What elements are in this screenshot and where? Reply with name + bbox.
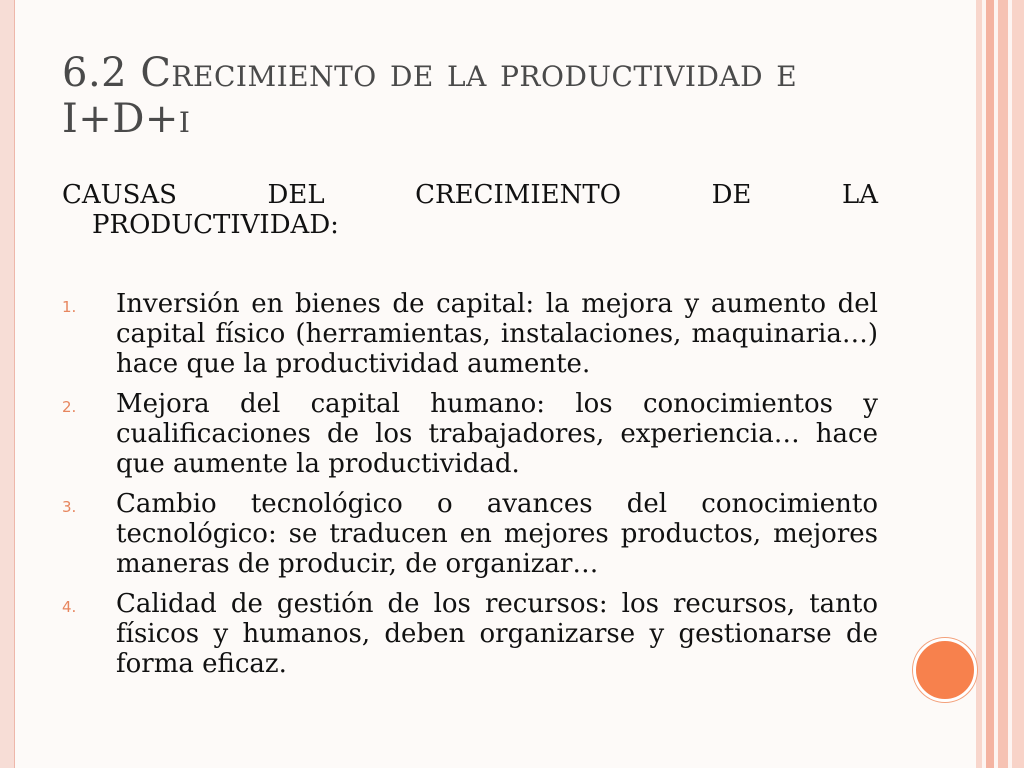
left-border-decoration <box>0 0 15 768</box>
list-item-text: Inversión en bienes de capital: la mejora y aumento del capital físico (herramientas, instalaciones, maquinaria…) hace que la productividad aumente. <box>116 289 878 379</box>
list-item-text: Mejora del capital humano: los conocimientos y cualificaciones de los trabajadores, experiencia… hace que aumente la productividad. <box>116 389 878 479</box>
list-number: 4. <box>62 598 77 616</box>
right-stripe-3 <box>986 0 994 768</box>
causes-list <box>62 289 878 689</box>
list-item <box>62 589 878 679</box>
section-subheading-continuation: PRODUCTIVIDAD: <box>92 210 339 240</box>
list-item <box>62 389 878 479</box>
right-stripe-7 <box>1012 0 1024 768</box>
list-number: 2. <box>62 398 77 416</box>
list-item <box>62 489 878 579</box>
section-subheading: CAUSAS DEL CRECIMIENTO DE LA <box>62 180 878 210</box>
list-item-text: Calidad de gestión de los recursos: los recursos, tanto físicos y humanos, deben organizarse y gestionarse de forma eficaz. <box>116 589 878 679</box>
list-item <box>62 289 878 379</box>
right-stripe-5 <box>998 0 1008 768</box>
slide-title: 6.2 Crecimiento de la productividad e I+D+i <box>62 50 798 142</box>
list-number: 1. <box>62 298 77 316</box>
decorative-orange-circle <box>913 638 977 702</box>
list-number: 3. <box>62 498 77 516</box>
list-item-text: Cambio tecnológico o avances del conocimiento tecnológico: se traducen en mejores productos, mejores maneras de producir, de organizar… <box>116 489 878 579</box>
